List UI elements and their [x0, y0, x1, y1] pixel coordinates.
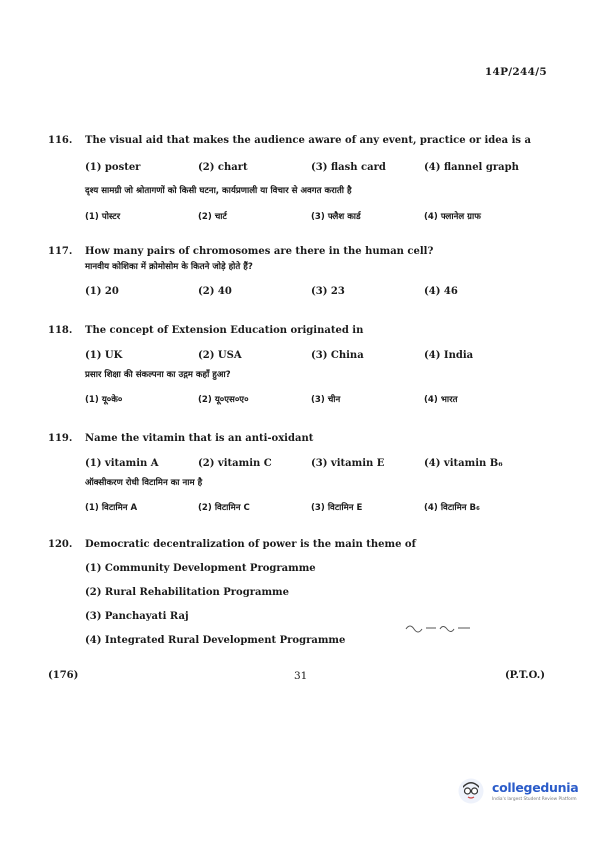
option-2-hindi: (2) चार्ट [198, 212, 227, 222]
option-4: (4) Integrated Rural Development Programme [85, 635, 346, 646]
logo-tagline: India's largest Student Review Platform [492, 797, 577, 802]
question-text-hindi: दृश्य सामग्री जो श्रोतागणों को किसी घटना, कार्यप्रणाली या विचार से अवगत कराती है [85, 186, 352, 196]
question-text: The concept of Extension Education originated in [85, 325, 364, 336]
question-number: 120. [48, 539, 73, 550]
question-119 [48, 432, 558, 515]
option-3: (3) 23 [311, 286, 345, 297]
option-3-hindi: (3) फ्लैश कार्ड [311, 212, 361, 222]
options-english [85, 563, 558, 659]
question-text: Name the vitamin that is an anti-oxidant [85, 433, 314, 444]
question-text: Democratic decentralization of power is the main theme of [85, 539, 416, 550]
question-text: The visual aid that makes the audience aware of any event, practice or idea is a [85, 135, 532, 146]
option-4: (4) India [424, 350, 474, 361]
question-116 [48, 134, 558, 224]
question-118 [48, 324, 558, 407]
option-4: (4) 46 [424, 286, 458, 297]
option-2: (2) Rural Rehabilitation Programme [85, 587, 289, 598]
question-text-hindi: ऑक्सीकरण रोधी विटामिन का नाम है [85, 478, 203, 488]
question-text-hindi: मानवीय कोशिका में क्रोमोसोम के कितने जोड़े होते हैं? [85, 262, 253, 272]
option-3: (3) vitamin E [311, 458, 385, 469]
option-4-hindi: (4) भारत [424, 395, 458, 405]
pto-label: (P.T.O.) [504, 670, 545, 681]
option-2: (2) 40 [198, 286, 232, 297]
logo-name: collegedunia [492, 780, 579, 795]
option-2: (2) USA [198, 350, 242, 361]
options-hindi [85, 210, 558, 224]
option-3: (3) flash card [311, 162, 386, 173]
option-4: (4) vitamin B₆ [424, 458, 503, 469]
option-4: (4) flannel graph [424, 162, 519, 173]
options-english [85, 286, 558, 300]
option-4-hindi: (4) फ्लानेल ग्राफ [424, 212, 481, 222]
options-english [85, 162, 558, 176]
question-text: How many pairs of chromosomes are there in the human cell? [85, 246, 434, 257]
question-text-hindi: प्रसार शिक्षा की संकल्पना का उद्गम कहाँ हुआ? [85, 370, 231, 380]
option-3-hindi: (3) विटामिन E [311, 503, 363, 513]
page-number: 31 [294, 670, 308, 682]
question-117 [48, 245, 558, 300]
option-2-hindi: (2) यू०एस०ए० [198, 395, 249, 405]
options-english [85, 350, 558, 364]
option-2: (2) vitamin C [198, 458, 272, 469]
option-1-hindi: (1) यू०के० [85, 395, 123, 405]
question-number: 117. [48, 246, 73, 257]
options-hindi [85, 501, 558, 515]
option-4-hindi: (4) विटामिन B₆ [424, 503, 480, 513]
options-english [85, 458, 558, 472]
option-3: (3) Panchayati Raj [85, 611, 189, 622]
option-1-hindi: (1) विटामिन A [85, 503, 138, 513]
option-2-hindi: (2) विटामिन C [198, 503, 250, 513]
option-2: (2) chart [198, 162, 248, 173]
option-1: (1) UK [85, 350, 123, 361]
handwritten-scribble [404, 620, 474, 634]
option-3-hindi: (3) चीन [311, 395, 341, 405]
option-1: (1) poster [85, 162, 141, 173]
option-1-hindi: (1) पोस्टर [85, 212, 121, 222]
booklet-number: (176) [48, 670, 79, 681]
question-number: 116. [48, 135, 73, 146]
question-number: 119. [48, 433, 73, 444]
option-1: (1) vitamin A [85, 458, 159, 469]
option-1: (1) Community Development Programme [85, 563, 316, 574]
mascot-icon [458, 778, 484, 804]
paper-code: 14P/244/5 [484, 66, 547, 78]
option-1: (1) 20 [85, 286, 119, 297]
question-120 [48, 538, 558, 659]
question-number: 118. [48, 325, 73, 336]
options-hindi [85, 393, 558, 407]
collegedunia-logo [452, 776, 579, 808]
option-3: (3) China [311, 350, 364, 361]
